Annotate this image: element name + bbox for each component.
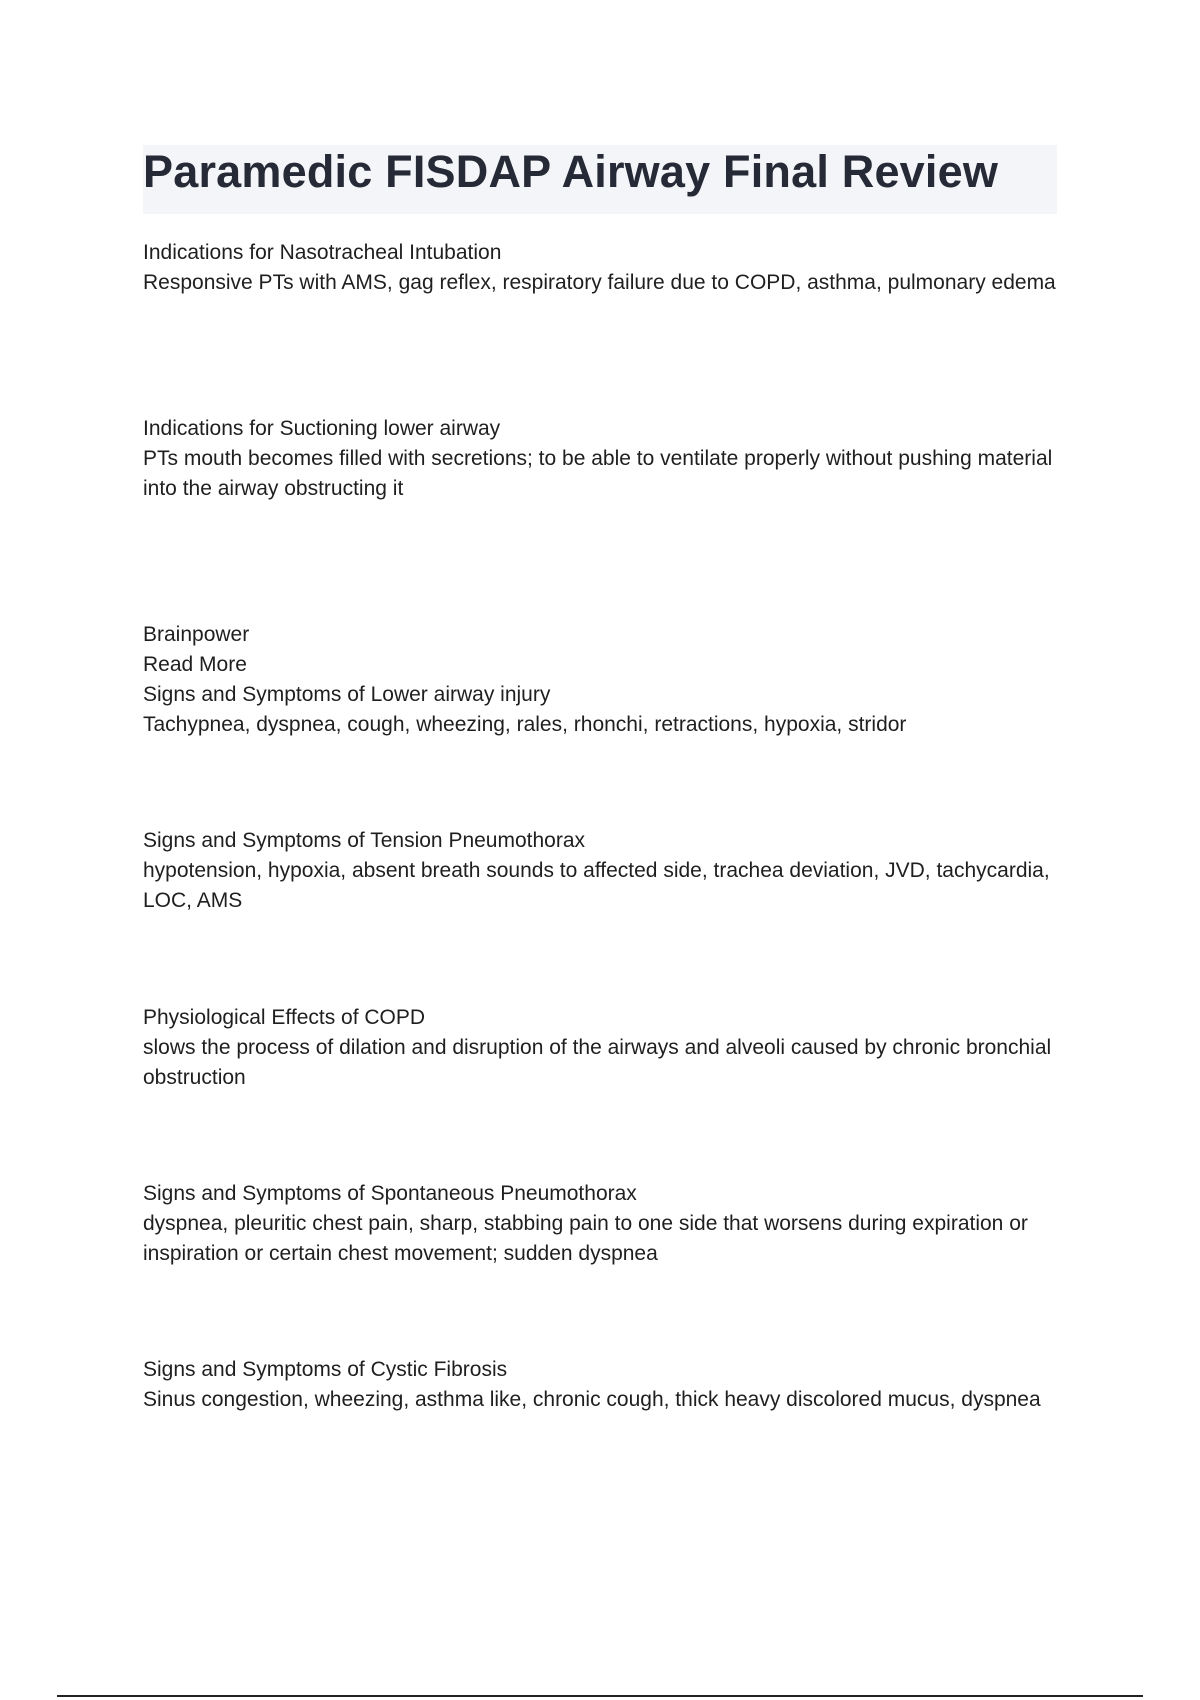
entry-question: Signs and Symptoms of Lower airway injury xyxy=(143,683,551,706)
entry-answer: Tachypnea, dyspnea, cough, wheezing, rales, rhonchi, retractions, hypoxia, stridor xyxy=(143,713,907,736)
entry-question: Signs and Symptoms of Tension Pneumothorax xyxy=(143,829,586,852)
entry-answer: dyspnea, pleuritic chest pain, sharp, stabbing pain to one side that worsens during expiration or inspiration or certain chest movement; sudden dyspnea xyxy=(143,1212,1028,1265)
entry-question: Signs and Symptoms of Cystic Fibrosis xyxy=(143,1358,508,1381)
flashcard-entry xyxy=(143,620,1063,740)
brainpower-label: Brainpower xyxy=(143,623,250,646)
flashcard-entry xyxy=(143,1179,1063,1269)
page-title: Paramedic FISDAP Airway Final Review xyxy=(143,146,999,197)
entry-question: Indications for Suctioning lower airway xyxy=(143,417,501,440)
entry-question: Physiological Effects of COPD xyxy=(143,1006,426,1029)
flashcard-entry xyxy=(143,414,1063,504)
entry-answer: Sinus congestion, wheezing, asthma like, chronic cough, thick heavy discolored mucus, dyspnea xyxy=(143,1388,1041,1411)
entry-answer: PTs mouth becomes filled with secretions; to be able to ventilate properly without pushing material into the airway obstructing it xyxy=(143,447,1053,500)
entry-answer: hypotension, hypoxia, absent breath sounds to affected side, trachea deviation, JVD, tachycardia, LOC, AMS xyxy=(143,859,1050,912)
entry-question: Signs and Symptoms of Spontaneous Pneumothorax xyxy=(143,1182,637,1205)
flashcard-entry xyxy=(143,1355,1063,1415)
entry-question: Indications for Nasotracheal Intubation xyxy=(143,241,502,264)
entry-answer: Responsive PTs with AMS, gag reflex, respiratory failure due to COPD, asthma, pulmonary edema xyxy=(143,271,1056,294)
footer-divider xyxy=(57,1695,1143,1697)
flashcard-entry xyxy=(143,238,1063,298)
read-more-link[interactable]: Read More xyxy=(143,653,247,676)
flashcard-entry xyxy=(143,826,1063,916)
entry-answer: slows the process of dilation and disruption of the airways and alveoli caused by chronic bronchial obstruction xyxy=(143,1036,1052,1089)
flashcard-entry xyxy=(143,1003,1063,1093)
